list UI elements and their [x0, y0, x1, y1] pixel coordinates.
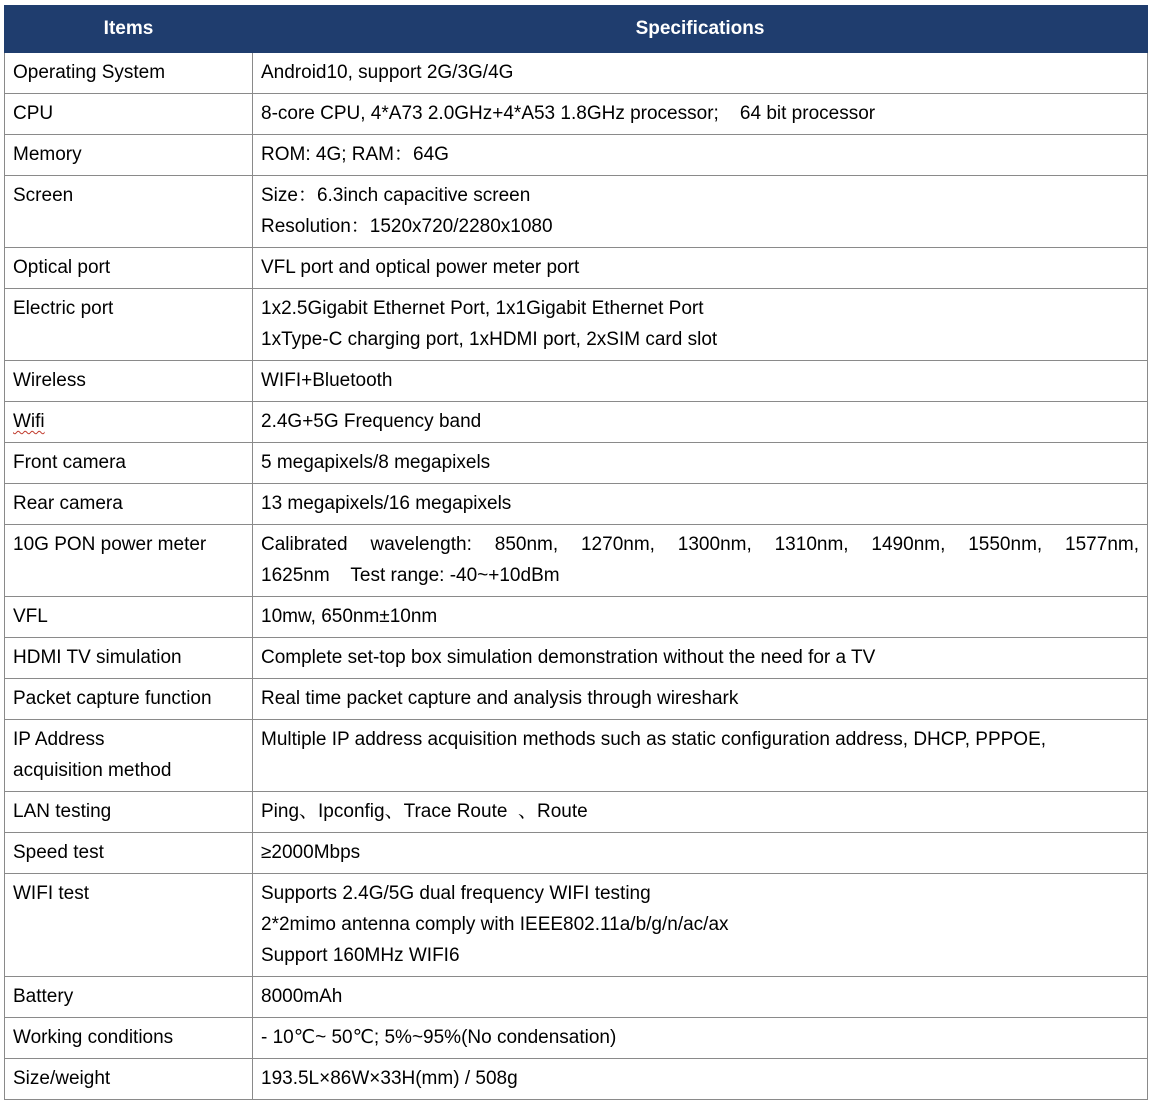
- item-label: Wireless: [5, 361, 253, 402]
- spec-table: [4, 5, 1148, 1100]
- spec-value: [253, 679, 1148, 720]
- spec-line: 8000mAh: [261, 986, 343, 1007]
- spec-value: [253, 1059, 1148, 1100]
- item-label-line: acquisition method: [13, 760, 172, 781]
- spec-line: Size：6.3inch capacitive screen: [261, 185, 531, 206]
- table-row: [5, 638, 1148, 679]
- spec-value: [253, 720, 1148, 792]
- header-items: Items: [5, 6, 253, 53]
- spec-line: Support 160MHz WIFI6: [261, 945, 460, 966]
- table-row: [5, 977, 1148, 1018]
- spec-value: [253, 977, 1148, 1018]
- spec-value: [253, 402, 1148, 443]
- spec-value: [253, 289, 1148, 361]
- item-label: Size/weight: [5, 1059, 253, 1100]
- spec-line: ≥2000Mbps: [261, 842, 361, 863]
- spec-line: Calibrated wavelength: 850nm, 1270nm, 1300nm, 1310nm, 1490nm, 1550nm, 1577nm,: [261, 534, 1139, 555]
- spec-line: 1xType-C charging port, 1xHDMI port, 2xSIM card slot: [261, 329, 718, 350]
- item-label: Rear camera: [5, 484, 253, 525]
- table-row: [5, 1059, 1148, 1100]
- table-row: [5, 289, 1148, 361]
- table-row: [5, 361, 1148, 402]
- item-label: Working conditions: [5, 1018, 253, 1059]
- spec-value: [253, 874, 1148, 977]
- spec-line: 193.5L×86W×33H(mm) / 508g: [261, 1068, 518, 1089]
- spec-line: 8-core CPU, 4*A73 2.0GHz+4*A53 1.8GHz processor; 64 bit processor: [261, 103, 876, 124]
- spec-value: [253, 525, 1148, 597]
- spec-line: Supports 2.4G/5G dual frequency WIFI testing: [261, 883, 651, 904]
- spec-line: Real time packet capture and analysis through wireshark: [261, 688, 739, 709]
- table-row: [5, 597, 1148, 638]
- item-label: Optical port: [5, 248, 253, 289]
- table-row: [5, 484, 1148, 525]
- table-row: [5, 402, 1148, 443]
- item-label: 10G PON power meter: [5, 525, 253, 597]
- item-label: Front camera: [5, 443, 253, 484]
- spec-line: WIFI+Bluetooth: [261, 370, 393, 391]
- header-row: [5, 6, 1148, 53]
- spec-value: [253, 176, 1148, 248]
- spec-value: [253, 792, 1148, 833]
- spec-value: [253, 443, 1148, 484]
- spec-value: [253, 135, 1148, 176]
- table-row: [5, 720, 1148, 792]
- item-label: HDMI TV simulation: [5, 638, 253, 679]
- spec-line: 2*2mimo antenna comply with IEEE802.11a/b/g/n/ac/ax: [261, 914, 729, 935]
- spec-line: 10mw, 650nm±10nm: [261, 606, 438, 627]
- item-label: CPU: [5, 94, 253, 135]
- item-label: Battery: [5, 977, 253, 1018]
- spec-line: Resolution：1520x720/2280x1080: [261, 216, 553, 237]
- item-label: VFL: [5, 597, 253, 638]
- spec-line: ROM: 4G; RAM：64G: [261, 144, 449, 165]
- spec-value: [253, 1018, 1148, 1059]
- spec-line: 13 megapixels/16 megapixels: [261, 493, 512, 514]
- spec-value: [253, 638, 1148, 679]
- table-row: [5, 248, 1148, 289]
- spec-line: 5 megapixels/8 megapixels: [261, 452, 491, 473]
- table-row: [5, 833, 1148, 874]
- spec-value: [253, 248, 1148, 289]
- table-row: [5, 525, 1148, 597]
- table-row: [5, 874, 1148, 977]
- item-label: LAN testing: [5, 792, 253, 833]
- item-label: Operating System: [5, 53, 253, 94]
- spec-value: [253, 361, 1148, 402]
- table-row: [5, 443, 1148, 484]
- table-row: [5, 94, 1148, 135]
- table-row: [5, 53, 1148, 94]
- spec-line: - 10℃~ 50℃; 5%~95%(No condensation): [261, 1027, 617, 1048]
- spec-value: [253, 833, 1148, 874]
- spec-line: Ping、Ipconfig、Trace Route 、Route: [261, 801, 588, 822]
- item-label: Screen: [5, 176, 253, 248]
- spec-value: [253, 94, 1148, 135]
- spec-value: [253, 484, 1148, 525]
- table-row: [5, 792, 1148, 833]
- spec-line: 1x2.5Gigabit Ethernet Port, 1x1Gigabit Ethernet Port: [261, 298, 704, 319]
- item-label-text: Wifi: [13, 411, 45, 432]
- header-specifications: Specifications: [253, 6, 1148, 53]
- spec-line: 1625nm Test range: -40~+10dBm: [261, 565, 560, 586]
- item-label-line: IP Address: [13, 729, 105, 750]
- item-label: Packet capture function: [5, 679, 253, 720]
- table-row: [5, 176, 1148, 248]
- item-label: Speed test: [5, 833, 253, 874]
- spec-line: Complete set-top box simulation demonstration without the need for a TV: [261, 647, 876, 668]
- spec-value: [253, 53, 1148, 94]
- spec-line: Multiple IP address acquisition methods such as static configuration address, DHCP, PPPOE,: [261, 729, 1047, 750]
- item-label: [5, 402, 253, 443]
- table-row: [5, 679, 1148, 720]
- spec-value: [253, 597, 1148, 638]
- item-label: Memory: [5, 135, 253, 176]
- spec-line: VFL port and optical power meter port: [261, 257, 580, 278]
- item-label: Electric port: [5, 289, 253, 361]
- table-row: [5, 135, 1148, 176]
- spec-line: 2.4G+5G Frequency band: [261, 411, 482, 432]
- item-label: [5, 720, 253, 792]
- table-row: [5, 1018, 1148, 1059]
- item-label: WIFI test: [5, 874, 253, 977]
- spec-line: Android10, support 2G/3G/4G: [261, 62, 514, 83]
